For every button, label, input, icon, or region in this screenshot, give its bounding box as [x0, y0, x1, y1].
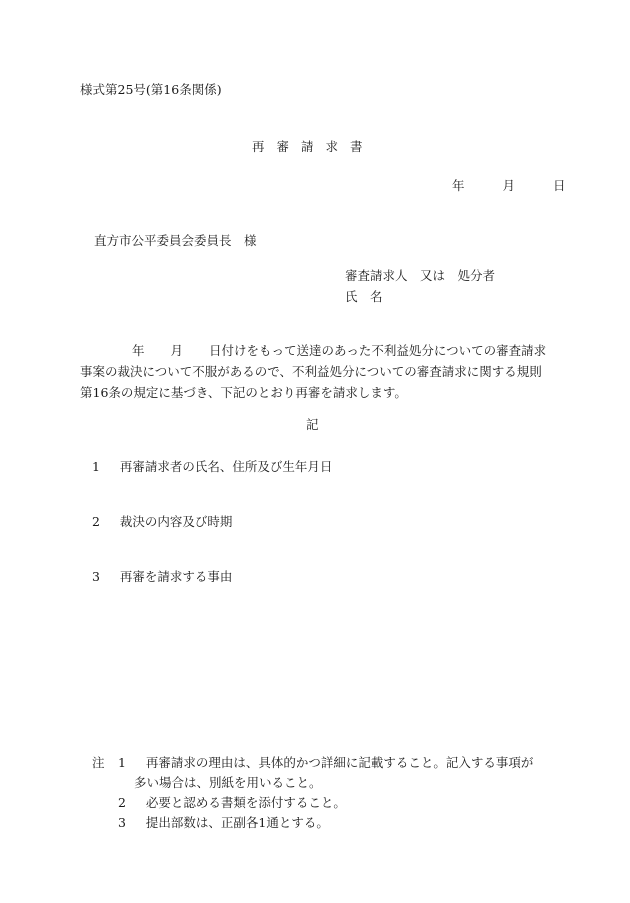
requester-role: 審査請求人 又は 処分者 — [345, 268, 496, 283]
note-number: 2 — [118, 795, 126, 810]
item-text: 裁決の内容及び時期 — [119, 514, 233, 529]
lead-year: 年 — [132, 343, 145, 358]
note-2 — [118, 793, 346, 811]
ki-label: 記 — [306, 417, 319, 432]
item-number: 3 — [92, 569, 100, 584]
lead-month: 月 — [170, 343, 184, 358]
request-text: 日付けをもって送達のあった不利益処分についての審査請求事案の裁決について不服があるので、不利益処分についての審査請求に関する規則第16条の規定に基づき、下記のとおり再審を請求します。 — [80, 343, 547, 400]
request-paragraph — [80, 340, 550, 403]
requester-name-label: 氏 名 — [345, 289, 383, 304]
note-1 — [118, 753, 533, 771]
note-1-continuation: 多い場合は、別紙を用いること。 — [134, 775, 322, 790]
note-number: 1 — [118, 755, 126, 770]
item-1 — [92, 457, 332, 475]
document-title: 再審請求書 — [252, 139, 375, 154]
addressee: 直方市公平委員会委員長 様 — [94, 233, 257, 248]
item-3 — [92, 567, 232, 585]
item-number: 1 — [92, 459, 100, 474]
item-text: 再審を請求する事由 — [119, 569, 233, 584]
note-number: 3 — [118, 815, 126, 830]
date-day: 日 — [552, 178, 566, 193]
note-text: 再審請求の理由は、具体的かつ詳細に記載すること。記入する事項が — [145, 755, 534, 770]
note-3 — [118, 813, 329, 831]
item-text: 再審請求者の氏名、住所及び生年月日 — [119, 459, 333, 474]
note-text: 必要と認める書類を添付すること。 — [145, 795, 346, 810]
notes-label: 注 — [92, 755, 105, 770]
date-year: 年 — [452, 178, 465, 193]
date-line — [452, 176, 565, 194]
item-2 — [92, 512, 232, 530]
note-text: 提出部数は、正副各1通とする。 — [145, 815, 329, 830]
form-label: 様式第25号(第16条関係) — [80, 82, 222, 97]
date-month: 月 — [502, 178, 515, 193]
item-number: 2 — [92, 514, 100, 529]
